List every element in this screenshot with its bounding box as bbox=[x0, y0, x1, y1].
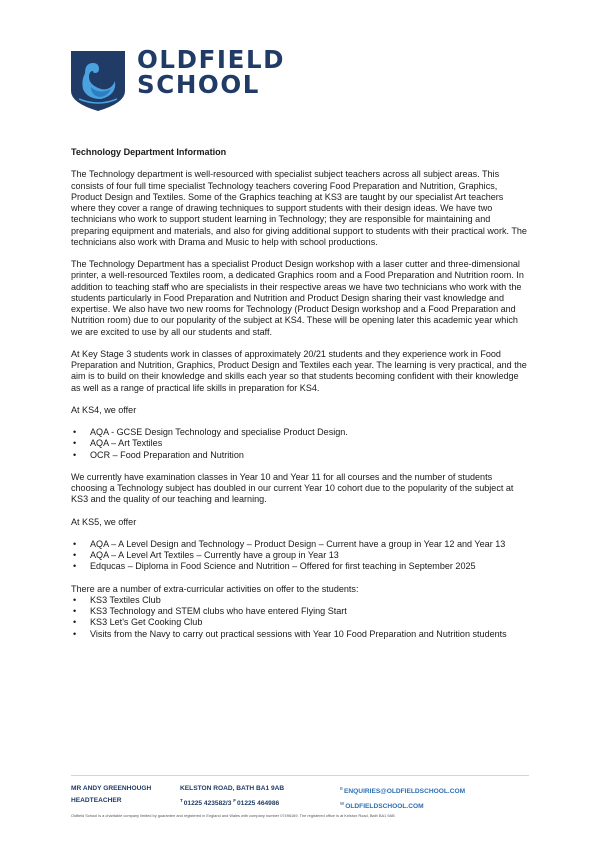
fax-label: F bbox=[233, 798, 237, 803]
list-item: • AQA – A Level Art Textiles – Currently have a group in Year 13 bbox=[73, 550, 339, 560]
swan-crest-icon bbox=[71, 51, 125, 111]
legal-notice: Oldfield School is a charitable company limited by guarantee and registered in England and Wales with company number 07496169. The registered office is at Kelston Road, Bath BA1 9AB bbox=[71, 813, 395, 818]
school-name bbox=[137, 47, 285, 97]
web-line bbox=[340, 798, 465, 813]
fax-number: 01225 464986 bbox=[237, 800, 280, 808]
ks5-list bbox=[71, 539, 529, 573]
list-item: • OCR – Food Preparation and Nutrition bbox=[73, 449, 244, 460]
school-name-line1: OLDFIELD bbox=[137, 45, 286, 74]
list-item: • KS3 Textiles Club bbox=[73, 594, 161, 605]
paragraph-intro: The Technology department is well-resourced with specialist subject teachers across all subject areas. This consists of four full time specialist Technology teachers covering Food Preparation and Nutrition, Graphics, Product Design and Textiles. Some of the Graphics teaching at KS3 are taught by our specialist Art teachers where they cover a range of drawing techniques to support students with their design ideas. We have two technicians who work to support student learning in Technology; they are responsible for maintaining and preparing equipment and materials, and also for giving additional support to students with their practical work. The technicians also work with Drama and Music to help with school productions. bbox=[71, 169, 527, 247]
footer-contact bbox=[340, 783, 465, 813]
school-address: KELSTON ROAD, BATH BA1 9AB bbox=[180, 785, 285, 792]
headteacher-name: MR ANDY GREENHOUGH bbox=[71, 785, 152, 792]
page-title: Technology Department Information bbox=[71, 147, 227, 157]
phone-numbers bbox=[180, 795, 284, 810]
ks4-list bbox=[71, 427, 529, 461]
email-label: E bbox=[340, 786, 344, 791]
list-item: • AQA – A Level Design and Technology – Product Design – Current have a group in Year 12 and Year 13 bbox=[73, 538, 506, 549]
paragraph-ks3: At Key Stage 3 students work in classes of approximately 20/21 students and they experience work in Food Preparation and Nutrition, Graphics, Product Design and Textiles each year. The learning is very practical, and the aim is to build on their knowledge and skills each year so that students becoming confident with their knowledge as well as a range of practical life skills in preparation for KS4. bbox=[71, 348, 527, 393]
footer-address bbox=[180, 783, 284, 810]
document-body bbox=[71, 147, 529, 640]
footer-divider bbox=[71, 775, 529, 776]
list-item: • AQA - GCSE Design Technology and specialise Product Design. bbox=[73, 427, 348, 437]
phone-number: 01225 423582/3 bbox=[183, 800, 232, 808]
extra-list bbox=[71, 595, 529, 640]
email-line bbox=[340, 783, 465, 798]
list-item: • AQA – Art Textiles bbox=[73, 438, 163, 449]
ks5-intro: At KS5, we offer bbox=[71, 516, 137, 527]
footer-headteacher bbox=[71, 783, 151, 807]
list-item: • Visits from the Navy to carry out practical sessions with Year 10 Food Preparation and Nutrition students bbox=[73, 628, 507, 639]
bullet-icon: • bbox=[73, 550, 77, 560]
web-label: W bbox=[340, 801, 345, 807]
bullet-icon: • bbox=[73, 538, 77, 549]
bullet-icon: • bbox=[73, 628, 77, 639]
list-item: • KS3 Technology and STEM clubs who have entered Flying Start bbox=[73, 606, 347, 616]
list-item: • Edqucas – Diploma in Food Science and Nutrition – Offered for first teaching in September 2025 bbox=[73, 561, 476, 572]
bullet-icon: • bbox=[73, 427, 77, 437]
list-item: • KS3 Let's Get Cooking Club bbox=[73, 617, 203, 628]
paragraph-facilities: The Technology Department has a specialist Product Design workshop with a laser cutter and three-dimensional printer, a well-resourced Textiles room, a dedicated Graphics room and a Food Preparation and Nutrition room. In addition to teaching staff who are specialists in their respective areas we have two technicians who work with the students particularly in Food Preparation and Nutrition and Product Design sharing their vast knowledge and expertise. We also have two new rooms for Technology (Product Design workshop and a Food Preparation and Nutrition room) due to our popularity of the subject at KS4. These will be opening later this academic year which we are excited to use by all our students and staff. bbox=[71, 259, 524, 337]
extra-intro: There are a number of extra-curricular activities on offer to the students: bbox=[71, 583, 359, 594]
headteacher-role: HEADTEACHER bbox=[71, 797, 122, 804]
bullet-icon: • bbox=[73, 594, 77, 605]
paragraph-exams: We currently have examination classes in Year 10 and Year 11 for all courses and the number of students choosing a Technology subject has doubled in our current Year 10 cohort due to the popularity of the subject at KS3 and the quality of our teaching and learning. bbox=[71, 471, 514, 505]
bullet-icon: • bbox=[73, 561, 77, 572]
school-name-line2: SCHOOL bbox=[137, 70, 260, 99]
email-link[interactable]: ENQUIRIES@OLDFIELDSCHOOL.COM bbox=[344, 788, 466, 796]
phone-label: T bbox=[180, 798, 183, 803]
bullet-icon: • bbox=[73, 606, 77, 616]
bullet-icon: • bbox=[73, 449, 77, 460]
bullet-icon: • bbox=[73, 438, 77, 449]
ks4-intro: At KS4, we offer bbox=[71, 404, 137, 415]
bullet-icon: • bbox=[73, 617, 77, 628]
website-link[interactable]: OLDFIELDSCHOOL.COM bbox=[345, 803, 424, 811]
